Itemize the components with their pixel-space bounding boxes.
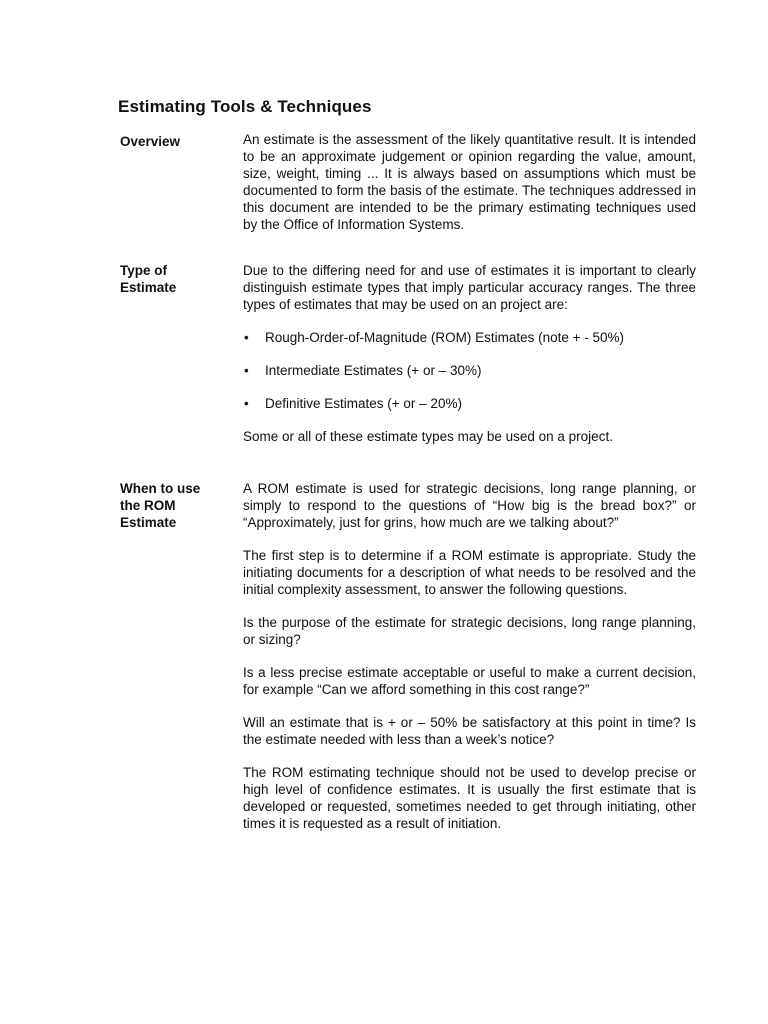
- list-item: • Intermediate Estimates (+ or – 30%): [244, 363, 482, 378]
- rom-paragraph: The first step is to determine if a ROM estimate is appropriate. Study the initiating documents for a description of what needs to be resolved and the initial complexity assessment, to answer the following questions.: [243, 548, 696, 597]
- section-body-type-of-estimate: [243, 262, 696, 445]
- bullet-icon: •: [244, 330, 249, 345]
- overview-paragraph: An estimate is the assessment of the likely quantitative result. It is intended to be an approximate judgement or opinion regarding the value, amount, size, weight, timing ... It is always based on assumptions which must be documented to form the basis of the estimate. The techniques addressed in this document are intended to be the primary estimating techniques used by the Office of Information Systems.: [243, 132, 696, 232]
- list-item: • Rough-Order-of-Magnitude (ROM) Estimates (note + - 50%): [244, 330, 625, 345]
- type-outro-paragraph: Some or all of these estimate types may be used on a project.: [243, 429, 613, 444]
- rom-paragraph: Is the purpose of the estimate for strategic decisions, long range planning, or sizing?: [243, 615, 696, 647]
- list-item: • Definitive Estimates (+ or – 20%): [244, 396, 462, 411]
- section-body-when-to-use-rom: [243, 480, 696, 832]
- rom-paragraph: Will an estimate that is + or – 50% be satisfactory at this point in time? Is the estimate needed with less than a week’s notice?: [243, 715, 696, 747]
- estimate-types-list: [243, 329, 696, 412]
- bullet-icon: •: [244, 396, 249, 411]
- document-title: Estimating Tools & Techniques: [118, 97, 372, 116]
- rom-paragraph: Is a less precise estimate acceptable or useful to make a current decision, for example “Can we afford something in this cost range?”: [243, 665, 696, 697]
- section-label-when-to-use-rom: When to use the ROM Estimate: [120, 481, 201, 530]
- type-intro-paragraph: Due to the differing need for and use of estimates it is important to clearly distinguish estimate types that imply particular accuracy ranges. The three types of estimates that may be used on an project are:: [243, 263, 696, 312]
- bullet-icon: •: [244, 363, 249, 378]
- rom-paragraph: A ROM estimate is used for strategic decisions, long range planning, or simply to respond to the questions of “How big is the bread box?” or “Approximately, just for grins, how much are we talking about?”: [243, 481, 696, 530]
- rom-paragraph: The ROM estimating technique should not be used to develop precise or high level of confidence estimates. It is usually the first estimate that is developed or requested, sometimes needed to get through initiating, other times it is requested as a result of initiation.: [243, 765, 696, 831]
- section-body-overview: [243, 131, 696, 233]
- section-label-overview: Overview: [120, 134, 181, 149]
- section-label-type-of-estimate: Type of Estimate: [120, 263, 177, 295]
